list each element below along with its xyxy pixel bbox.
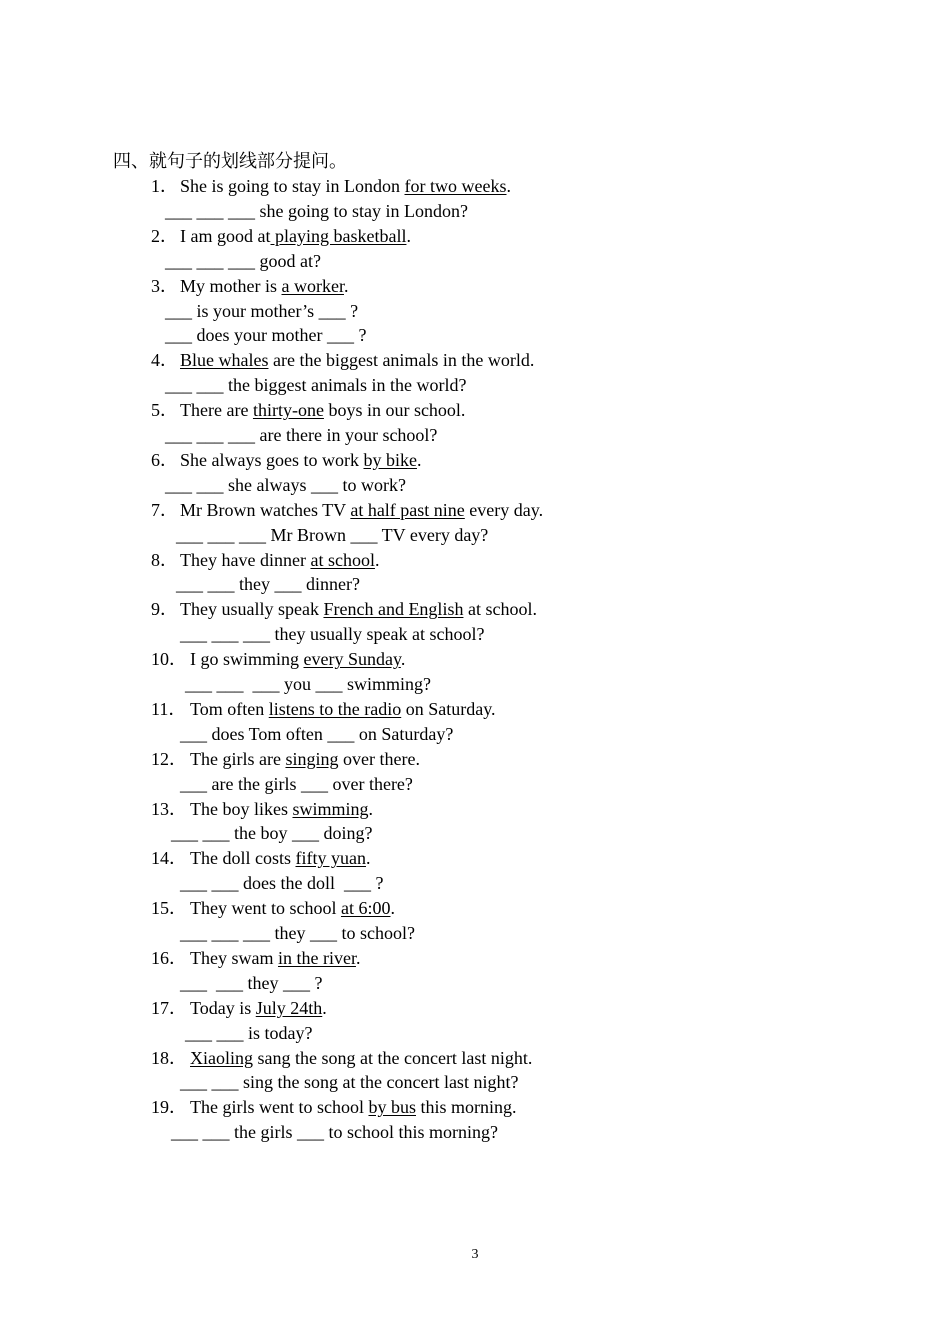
underlined-phrase: French and English: [323, 599, 464, 620]
section-title: 四、就句子的划线部分提问。: [113, 151, 347, 171]
sentence-text: on Saturday.: [401, 698, 496, 719]
answer-line: ___ ___ the biggest animals in the world?: [165, 375, 467, 396]
sentence-text: Mr Brown watches TV: [180, 499, 351, 520]
sentence-text: .: [406, 225, 411, 246]
answer-line: ___ are the girls ___ over there?: [180, 773, 413, 794]
sentence-text: Tom often: [190, 698, 269, 719]
sentence-text: .: [506, 176, 511, 196]
question-number: 11．: [151, 698, 187, 719]
underlined-phrase: fifty yuan: [295, 848, 366, 869]
answer-line: ___ ___ she always ___ to work?: [165, 474, 406, 495]
sentence-text: .: [374, 549, 380, 570]
answer-line: ___ does your mother ___ ?: [165, 325, 367, 346]
sentence-text: The girls are: [190, 748, 286, 769]
question-sentence: [190, 946, 360, 970]
answer-line: ___ ___ ___ Mr Brown ___ TV every day?: [176, 524, 489, 545]
question-number: 19．: [151, 1097, 187, 1118]
sentence-text: The girls went to school: [190, 1097, 369, 1118]
question-number: 13．: [151, 798, 187, 819]
answer-line: ___ ___ the boy ___ doing?: [171, 823, 373, 844]
sentence-text: at school.: [463, 599, 537, 620]
answer-line: ___ ___ ___ they ___ to school?: [180, 923, 415, 943]
underlined-phrase: by bike: [363, 449, 417, 470]
underlined-phrase: swimming: [292, 798, 369, 819]
sentence-text: Today is: [190, 997, 256, 1018]
underlined-phrase: Xiaoling: [190, 1047, 253, 1068]
question-number: 2．: [151, 225, 178, 246]
sentence-text: My mother is: [180, 275, 282, 296]
underlined-phrase: thirty-one: [252, 400, 324, 421]
question-sentence: [180, 448, 421, 472]
question-number: 7．: [151, 499, 178, 520]
underlined-phrase: every Sunday: [303, 649, 401, 670]
sentence-text: She is going to stay in London: [180, 176, 405, 196]
underlined-phrase: in the river: [277, 947, 356, 968]
underlined-phrase: for two weeks: [404, 176, 507, 196]
sentence-text: boys in our school.: [323, 400, 466, 421]
answer-line: ___ ___ they ___ ?: [180, 972, 323, 993]
question-number: 10．: [151, 649, 187, 670]
sentence-text: They usually speak: [180, 599, 324, 620]
question-sentence: [190, 1095, 517, 1119]
underlined-phrase: at 6:00: [340, 898, 391, 919]
question-sentence: [180, 498, 543, 522]
question-number: 18．: [151, 1047, 187, 1068]
question-sentence: [190, 896, 395, 920]
question-sentence: [190, 797, 373, 821]
answer-line: ___ ___ sing the song at the concert last night?: [180, 1072, 519, 1093]
question-sentence: [180, 224, 411, 248]
underlined-phrase: at half past nine: [350, 499, 465, 520]
answer-line: ___ ___ the girls ___ to school this morning?: [171, 1122, 498, 1143]
question-sentence: [190, 1046, 532, 1070]
question-number: 6．: [151, 449, 178, 470]
question-sentence: [180, 348, 534, 372]
answer-line: ___ is your mother’s ___ ?: [165, 300, 359, 321]
sentence-text: .: [365, 848, 371, 869]
sentence-text: every day.: [464, 499, 544, 520]
underlined-phrase: by bus: [368, 1097, 416, 1118]
underlined-phrase: July 24th: [255, 997, 323, 1018]
question-number: 12．: [151, 748, 187, 769]
sentence-text: this morning.: [416, 1097, 517, 1118]
answer-line: ___ ___ ___ they usually speak at school?: [180, 624, 485, 645]
question-number: 15．: [151, 898, 187, 919]
sentence-text: The boy likes: [190, 798, 293, 819]
question-sentence: [190, 996, 327, 1020]
question-number: 8．: [151, 549, 178, 570]
question-sentence: [180, 274, 348, 298]
sentence-text: The doll costs: [190, 848, 296, 869]
sentence-text: .: [416, 449, 422, 470]
question-number: 5．: [151, 400, 178, 421]
answer-line: ___ does Tom often ___ on Saturday?: [180, 723, 454, 744]
question-sentence: [180, 548, 379, 572]
answer-line: ___ ___ ___ are there in your school?: [165, 425, 438, 445]
sentence-text: .: [368, 798, 373, 819]
question-sentence: [190, 846, 370, 870]
answer-line: ___ ___ ___ she going to stay in London?: [165, 200, 468, 221]
sentence-text: .: [390, 898, 395, 919]
sentence-text: They have dinner: [180, 549, 311, 570]
question-number: 1．: [151, 176, 178, 196]
underlined-phrase: Blue whales: [180, 350, 269, 371]
question-sentence: [190, 647, 405, 671]
answer-line: ___ ___ they ___ dinner?: [176, 574, 360, 595]
sentence-text: .: [322, 997, 327, 1018]
sentence-text: .: [400, 649, 406, 670]
sentence-text: .: [355, 947, 361, 968]
question-number: 3．: [151, 275, 178, 296]
sentence-text: .: [343, 275, 349, 296]
question-number: 4．: [151, 350, 178, 371]
sentence-text: They swam: [190, 947, 278, 968]
question-number: 17．: [151, 997, 187, 1018]
question-number: 14．: [151, 848, 187, 869]
question-sentence: [180, 597, 537, 621]
underlined-phrase: listens to the radio: [268, 698, 402, 719]
underlined-phrase: at school: [310, 549, 375, 570]
question-sentence: [180, 398, 465, 422]
sentence-text: I am good at: [180, 225, 271, 246]
question-number: 9．: [151, 599, 178, 620]
underlined-phrase: a worker: [281, 275, 344, 296]
answer-line: ___ ___ ___ good at?: [165, 250, 321, 271]
underlined-phrase: playing basketball: [270, 225, 407, 246]
page-number: 3: [471, 1247, 479, 1262]
sentence-text: She always goes to work: [180, 449, 364, 470]
sentence-text: There are: [180, 400, 253, 421]
sentence-text: They went to school: [190, 898, 341, 919]
question-sentence: [180, 174, 511, 198]
sentence-text: I go swimming: [190, 649, 304, 670]
sentence-text: sang the song at the concert last night.: [253, 1047, 533, 1068]
question-sentence: [190, 747, 420, 771]
sentence-text: over there.: [338, 748, 420, 769]
answer-line: ___ ___ does the doll ___ ?: [180, 873, 384, 894]
question-sentence: [190, 697, 496, 721]
answer-line: ___ ___ ___ you ___ swimming?: [185, 674, 431, 694]
answer-line: ___ ___ is today?: [185, 1022, 313, 1043]
sentence-text: are the biggest animals in the world.: [268, 350, 535, 371]
underlined-phrase: singing: [285, 748, 339, 769]
question-number: 16．: [151, 947, 187, 968]
